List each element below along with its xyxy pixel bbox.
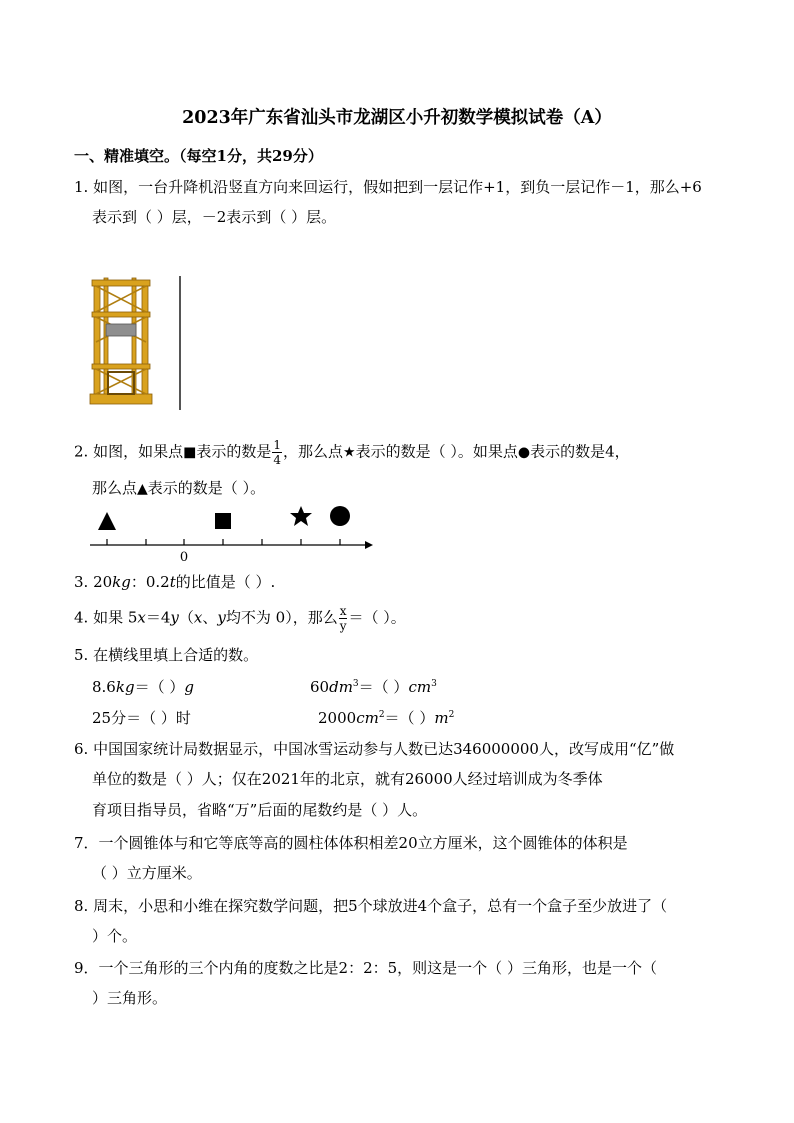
q7-line2: （ ）立方厘米。 <box>92 864 202 882</box>
fraction-x-over-y: $\frac{x}{y}$ <box>339 604 347 633</box>
zero-label: 0 <box>179 550 189 565</box>
number-line <box>86 500 378 570</box>
q8-line2: ）个。 <box>92 927 138 945</box>
square-marker <box>215 513 231 529</box>
triangle-marker <box>98 512 116 530</box>
fraction-one-quarter: $\frac{1}{4}$ <box>273 438 281 467</box>
circle-marker <box>330 506 350 526</box>
q6-line3: 育项目指导员，省略“万”后面的尾数约是（ ）人。 <box>92 801 428 819</box>
q6-line2: 单位的数是（ ）人；仅在2021年的北京，就有26000人经过培训成为冬季体 <box>92 770 603 788</box>
q6-line1: 6. 中国国家统计局数据显示，中国冰雪运动参与人数已达346000000人，改写成用“亿”做 <box>74 740 675 758</box>
circle-symbol: ● <box>517 444 531 461</box>
q5-head: 5. 在横线里填上合适的数。 <box>74 646 259 664</box>
q2-line2: 那么点▲表示的数是（ ）。 <box>92 479 266 497</box>
q2-line1: 2. 如图，如果点■表示的数是 $\frac{1}{4}$ ，那么点★表示的数是（ ）。如果点●表示的数是4， <box>74 438 630 467</box>
q1-line2: 表示到（ ）层，－2表示到（ ）层。 <box>92 208 337 226</box>
q1-line1: 1. 如图，一台升降机沿竖直方向来回运行，假如把到一层记作+1，到负一层记作－1，那么+6 <box>74 178 702 196</box>
q5-row1-left: 8.6kg＝（ ）g <box>92 678 194 696</box>
q5-row2-left: 25分＝（ ）时 <box>92 709 191 727</box>
q9-line2: ）三角形。 <box>92 989 168 1007</box>
section-heading: 一、精准填空。（每空1分，共29分） <box>74 147 323 165</box>
q9-line1: 9．一个三角形的三个内角的度数之比是2：2：5，则这是一个（ ）三角形，也是一个（ <box>74 959 657 977</box>
triangle-symbol: ▲ <box>137 481 148 497</box>
q7-line1: 7．一个圆锥体与和它等底等高的圆柱体体积相差20立方厘米，这个圆锥体的体积是 <box>74 834 628 852</box>
page-title: 2023年广东省汕头市龙湖区小升初数学模拟试卷（A） <box>182 108 612 128</box>
elevator-image <box>86 272 196 416</box>
q5-row2-right: $2000cm^2=$（ ）$m^2$ <box>318 709 455 727</box>
q4-line: 4. 如果 5x＝4y（x、y均不为 0），那么 $\frac{x}{y}$ ＝（ ）。 <box>74 604 406 633</box>
q5-row1-right: $60dm^3=$（ ）$cm^3$ <box>310 678 437 696</box>
star-marker <box>290 506 312 526</box>
square-symbol: ■ <box>183 444 197 461</box>
q8-line1: 8. 周末，小思和小维在探究数学问题，把5个球放进4个盒子，总有一个盒子至少放进了（ <box>74 897 668 915</box>
star-symbol: ★ <box>343 444 356 461</box>
q3-line: 3. 20kg：0.2t的比值是（ ）. <box>74 573 276 591</box>
